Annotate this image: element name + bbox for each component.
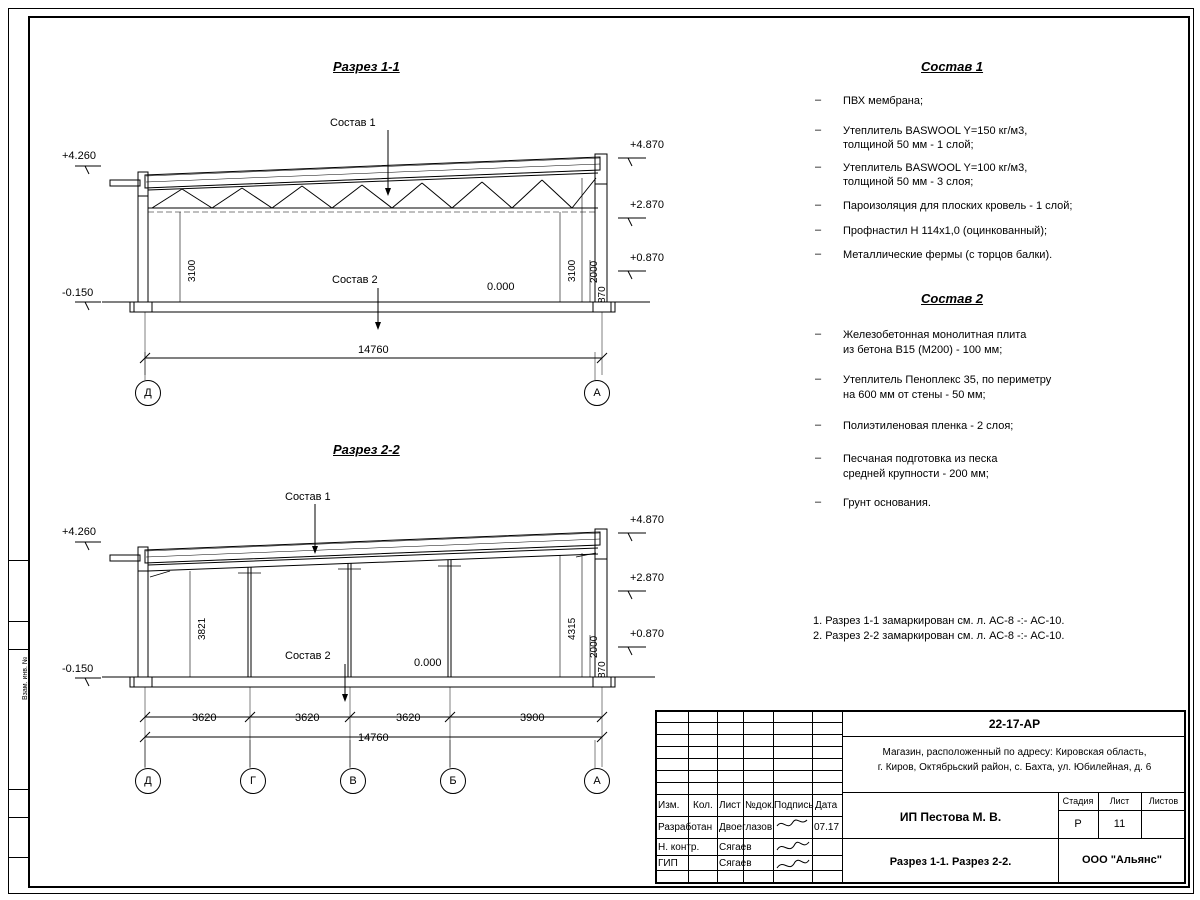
company-name: ООО "Альянс" xyxy=(1081,854,1163,866)
s1-axis-lines xyxy=(145,352,665,412)
rev-col-line xyxy=(773,710,774,884)
sostav1-item-2-line1: Утеплитель BASWOOL Y=150 кг/м3, xyxy=(843,125,1028,137)
rev-row-line xyxy=(655,770,843,771)
sostav1-title: Состав 1 xyxy=(921,59,984,74)
s2-level-right-3: +0.870 xyxy=(630,628,664,640)
s1-leader-2 xyxy=(370,288,430,348)
s1-level-right-3: +0.870 xyxy=(630,252,664,264)
sostav2-bullet-2: – xyxy=(815,373,822,385)
role-label-2: ГИП xyxy=(658,858,678,869)
s1-height-3100-right: 3100 xyxy=(567,259,578,282)
s1-level-left-bottom: -0.150 xyxy=(62,287,94,299)
stage-value: Р xyxy=(1074,818,1082,830)
sostav2-bullet-3: – xyxy=(815,419,822,431)
stamp-right-line-1 xyxy=(843,736,1186,737)
sostav2-item-4-line1: Песчаная подготовка из песка xyxy=(843,453,998,465)
sostav1-item-2-line2: толщиной 50 мм - 1 слой; xyxy=(843,139,974,151)
s2-level-marks-right xyxy=(610,515,690,695)
sostav1-item-6: Металлические фермы (с торцов балки). xyxy=(843,249,1053,261)
s2-bay-dim-4: 3900 xyxy=(520,712,545,724)
s2-axis-d-label: Д xyxy=(144,775,152,787)
s1-axis-d-label: Д xyxy=(144,387,152,399)
left-margin-text: Взам. инв. № xyxy=(22,656,29,700)
sostav1-item-5: Профнастил Н 114х1,0 (оцинкованный); xyxy=(843,225,1048,237)
s2-height-3821: 3821 xyxy=(197,617,208,640)
s1-span-dim: 14760 xyxy=(358,344,389,356)
sostav1-bullet-1: – xyxy=(815,94,822,106)
sostav1-item-3-line2: толщиной 50 мм - 3 слоя; xyxy=(843,176,974,188)
role-name-0: Двоеглазов xyxy=(719,822,773,833)
s2-callout-sostav1: Состав 1 xyxy=(285,491,331,503)
s2-callout-sostav2: Состав 2 xyxy=(285,650,331,662)
rev-header-kol: Кол. xyxy=(693,800,713,811)
s2-height-4315: 4315 xyxy=(567,617,578,640)
general-note-2: 2. Разрез 2-2 замаркирован см. л. АС-8 -:- АС-10. xyxy=(813,630,1065,642)
stamp-stage-line xyxy=(1058,810,1186,811)
sostav2-item-4-line2: средней крупности - 200 мм; xyxy=(843,468,989,480)
general-note-1: 1. Разрез 1-1 замаркирован см. л. АС-8 -:- АС-10. xyxy=(813,615,1065,627)
signature-marks xyxy=(775,816,815,896)
s1-axis-a-label: А xyxy=(593,387,601,399)
title-block xyxy=(655,710,1186,884)
stamp-right-line-3 xyxy=(843,838,1186,839)
s2-level-left-top: +4.260 xyxy=(62,526,96,538)
drawing-name: Разрез 1-1. Разрез 2-2. xyxy=(889,856,1012,868)
s1-height-2000: 2000 xyxy=(589,260,600,283)
sostav1-bullet-3: – xyxy=(815,161,822,173)
project-line-1: Магазин, расположенный по адресу: Кировская область, xyxy=(882,747,1147,758)
s2-axis-b-label: Б xyxy=(449,775,457,787)
s2-level-zero: 0.000 xyxy=(414,657,442,669)
s2-span-dim: 14760 xyxy=(358,732,389,744)
sheets-label: Листов xyxy=(1148,796,1179,806)
sostav1-item-1: ПВХ мембрана; xyxy=(843,95,924,107)
rev-header-ndok: №док. xyxy=(745,800,775,811)
s1-callout-sostav2: Состав 2 xyxy=(332,274,378,286)
s2-height-870: 870 xyxy=(597,661,608,678)
s2-axis-v-label: В xyxy=(349,775,357,787)
s2-level-right-1: +4.870 xyxy=(630,514,664,526)
sostav2-bullet-5: – xyxy=(815,496,822,508)
s1-height-870: 870 xyxy=(597,286,608,303)
rev-header-line xyxy=(655,794,843,795)
sheet-value: 11 xyxy=(1113,818,1126,830)
sostav2-bullet-4: – xyxy=(815,452,822,464)
rev-row-line xyxy=(655,746,843,747)
s2-level-left-bottom: -0.150 xyxy=(62,663,94,675)
s2-level-marks-left xyxy=(75,526,135,706)
role-date-0: 07.17 xyxy=(814,822,840,833)
sostav2-bullet-1: – xyxy=(815,328,822,340)
rev-row-line xyxy=(655,722,843,723)
role-label-0: Разработан xyxy=(658,822,713,833)
sostav1-bullet-2: – xyxy=(815,124,822,136)
s1-level-marks-left xyxy=(75,150,135,330)
s1-height-3100-left: 3100 xyxy=(187,259,198,282)
role-name-2: Сягаев xyxy=(719,858,752,869)
s1-leader-1 xyxy=(330,130,450,220)
s1-level-right-1: +4.870 xyxy=(630,139,664,151)
s1-level-marks-right xyxy=(610,140,690,320)
rev-header-izm: Изм. xyxy=(658,800,680,811)
rev-header-data: Дата xyxy=(815,800,838,811)
s1-callout-sostav1: Состав 1 xyxy=(330,117,376,129)
sostav1-item-4: Пароизоляция для плоских кровель - 1 слой; xyxy=(843,200,1073,212)
s2-axis-lines xyxy=(145,740,665,780)
s1-level-right-2: +2.870 xyxy=(630,199,664,211)
role-name-1: Сягаев xyxy=(719,842,752,853)
rev-row-line xyxy=(655,734,843,735)
s2-leader-1 xyxy=(285,504,425,584)
s2-bay-dim-1: 3620 xyxy=(192,712,217,724)
rev-col-line xyxy=(688,710,689,884)
rev-row-line xyxy=(655,782,843,783)
sostav2-item-3: Полиэтиленовая пленка - 2 слоя; xyxy=(843,420,1014,432)
section1-title: Разрез 1-1 xyxy=(333,59,400,74)
s2-bay-dim-2: 3620 xyxy=(295,712,320,724)
s2-height-2000: 2000 xyxy=(589,635,600,658)
s1-level-zero: 0.000 xyxy=(487,281,515,293)
stamp-right-line-2 xyxy=(843,792,1186,793)
rev-header-list: Лист xyxy=(719,800,741,811)
stage-label: Стадия xyxy=(1062,796,1094,806)
sheet-code: 22-17-АР xyxy=(988,717,1041,731)
project-line-2: г. Киров, Октябрьский район, с. Бахта, ул. Юбилейная, д. 6 xyxy=(877,762,1152,773)
sostav1-bullet-5: – xyxy=(815,224,822,236)
sostav1-bullet-4: – xyxy=(815,199,822,211)
s2-bay-dim-3: 3620 xyxy=(396,712,421,724)
sostav2-item-5: Грунт основания. xyxy=(843,497,931,509)
rev-col-line xyxy=(717,710,718,884)
customer-name: ИП Пестова М. В. xyxy=(899,810,1002,824)
sostav2-item-2-line1: Утеплитель Пеноплекс 35, по периметру xyxy=(843,374,1052,386)
sostav2-title: Состав 2 xyxy=(921,291,984,306)
s2-axis-g-label: Г xyxy=(250,775,256,787)
sheet-label: Лист xyxy=(1109,796,1130,806)
s1-level-left-top: +4.260 xyxy=(62,150,96,162)
sostav1-bullet-6: – xyxy=(815,248,822,260)
s2-leader-2 xyxy=(325,664,385,724)
rev-row-line xyxy=(655,758,843,759)
s2-level-right-2: +2.870 xyxy=(630,572,664,584)
sostav2-item-1-line2: из бетона В15 (М200) - 100 мм; xyxy=(843,344,1003,356)
left-margin-strip xyxy=(8,560,28,893)
section2-title: Разрез 2-2 xyxy=(333,442,400,457)
sostav2-item-2-line2: на 600 мм от стены - 50 мм; xyxy=(843,389,986,401)
rev-header-podpis: Подпись xyxy=(774,800,814,811)
sostav2-item-1-line1: Железобетонная монолитная плита xyxy=(843,329,1027,341)
s2-axis-a-label: А xyxy=(593,775,601,787)
sostav1-item-3-line1: Утеплитель BASWOOL Y=100 кг/м3, xyxy=(843,162,1028,174)
role-label-1: Н. контр. xyxy=(658,842,700,853)
